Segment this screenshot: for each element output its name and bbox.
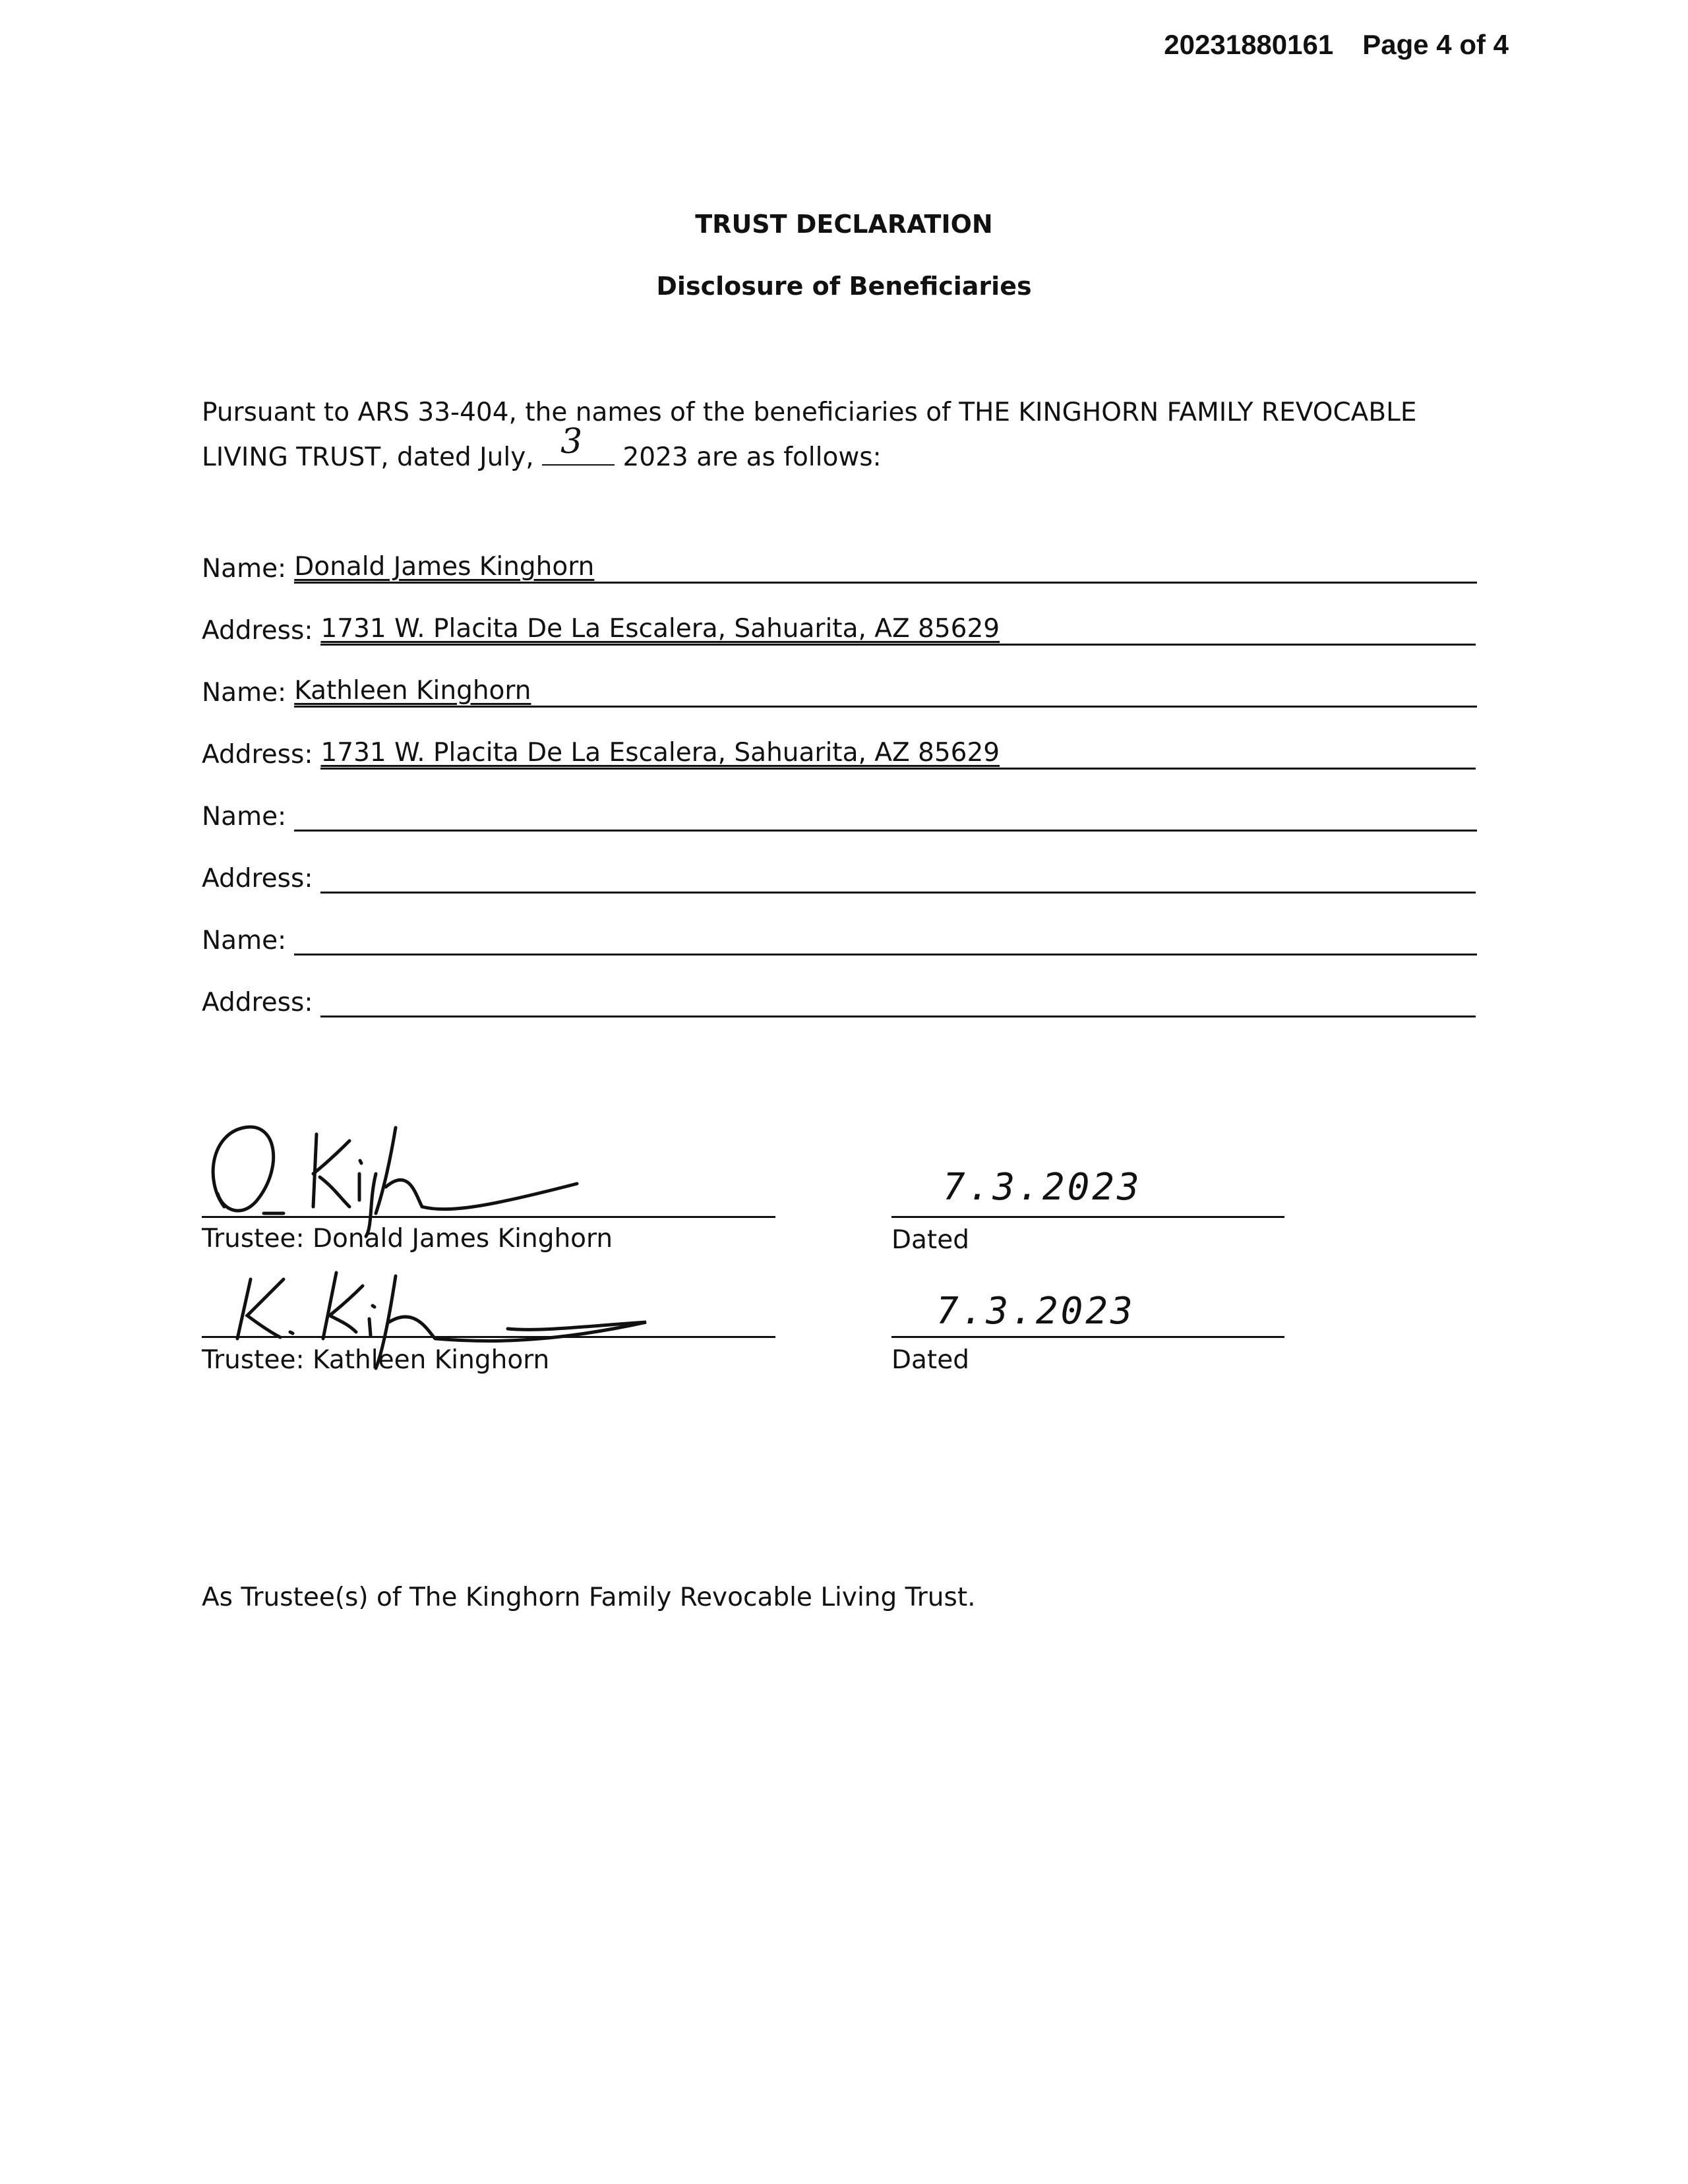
- beneficiary-1-address-field: Address: 1731 W. Placita De La Escalera, Sahuarita, AZ 85629: [202, 615, 1476, 646]
- beneficiary-3-address-field: Address:: [202, 863, 1476, 894]
- trustee-2-label: Trustee: Kathleen Kinghorn: [202, 1345, 550, 1375]
- document-number: 20231880161: [1164, 29, 1334, 60]
- beneficiary-1-name-field: Name: Donald James Kinghorn: [202, 553, 1477, 584]
- beneficiary-1-name: Donald James Kinghorn: [294, 552, 595, 582]
- trustee-1-label: Trustee: Donald James Kinghorn: [202, 1224, 613, 1254]
- closing-statement: As Trustee(s) of The Kinghorn Family Revocable Living Trust.: [202, 1583, 976, 1612]
- beneficiary-2-name-field: Name: Kathleen Kinghorn: [202, 677, 1477, 708]
- handwritten-day: 3: [560, 422, 583, 462]
- intro-text-after: 2023 are as follows:: [622, 442, 882, 472]
- trustee-2-date-label: Dated: [891, 1345, 969, 1375]
- trustee-1-date-label: Dated: [891, 1225, 969, 1255]
- beneficiary-1-address: 1731 W. Placita De La Escalera, Sahuarita, AZ 85629: [320, 614, 1000, 644]
- beneficiary-4-address-field: Address:: [202, 986, 1476, 1017]
- beneficiary-3-name-field: Name:: [202, 801, 1477, 832]
- beneficiary-2-address-field: Address: 1731 W. Placita De La Escalera, Sahuarita, AZ 85629: [202, 739, 1476, 770]
- trustee-1-signature-line: [202, 1216, 775, 1218]
- trustee-1-date-line: [891, 1216, 1284, 1218]
- document-subtitle: Disclosure of Beneficiaries: [656, 272, 1032, 301]
- intro-text-before: Pursuant to ARS 33-404, the names of the beneficiaries of THE KINGHORN FAMILY REVOCABLE LIVING TRUST, dated July,: [202, 398, 1417, 472]
- trustee-2-date-line: [891, 1336, 1284, 1338]
- page-indicator: Page 4 of 4: [1362, 29, 1509, 60]
- beneficiary-4-name-field: Name:: [202, 925, 1477, 956]
- trustee-1-signature: [198, 1114, 593, 1240]
- intro-paragraph: [202, 393, 1488, 477]
- trustee-2-date: 7.3.2023: [936, 1290, 1135, 1333]
- trustee-1-date: 7.3.2023: [943, 1166, 1142, 1209]
- trustee-2-signature-line: [202, 1336, 775, 1338]
- beneficiary-2-name: Kathleen Kinghorn: [294, 676, 531, 706]
- beneficiary-2-address: 1731 W. Placita De La Escalera, Sahuarita, AZ 85629: [320, 738, 1000, 768]
- day-blank: [542, 422, 615, 466]
- document-title: TRUST DECLARATION: [695, 210, 993, 239]
- recording-header: [1164, 29, 1509, 61]
